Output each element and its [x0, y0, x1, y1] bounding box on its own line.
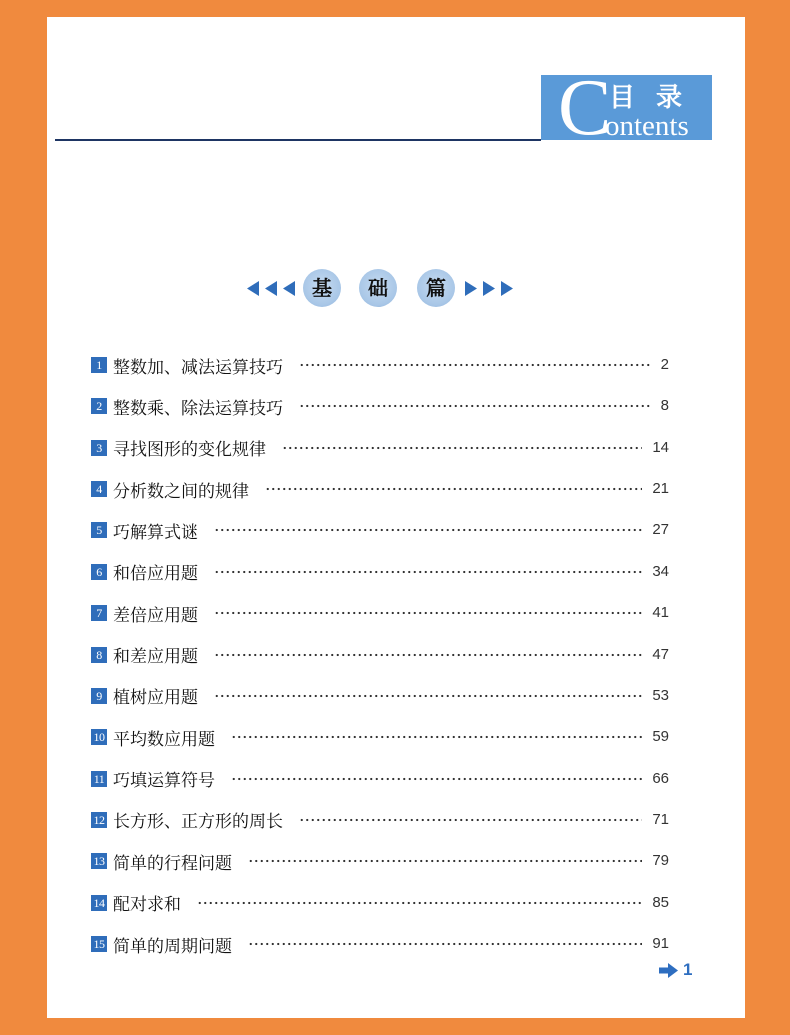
entry-page-number: 21	[652, 480, 669, 498]
toc-entry	[91, 353, 669, 377]
section-char: 基	[312, 276, 332, 300]
toc-entry	[91, 518, 669, 542]
dot-leader	[282, 446, 642, 450]
entry-page-number: 85	[652, 893, 669, 911]
dot-leader	[265, 487, 642, 491]
entry-page-number: 71	[652, 810, 669, 828]
entry-number-badge: 3	[91, 440, 107, 456]
arrow-right-icon	[659, 963, 678, 978]
entry-page-number: 91	[652, 935, 669, 953]
entry-page-number: 47	[652, 645, 669, 663]
entry-title: 差倍应用题	[113, 605, 198, 626]
page	[47, 17, 745, 1018]
entry-number-badge: 11	[91, 771, 107, 787]
entry-number-badge: 2	[91, 398, 107, 414]
entry-number-badge: 9	[91, 688, 107, 704]
entry-page-number: 2	[660, 356, 669, 373]
entry-title: 分析数之间的规律	[113, 481, 249, 502]
entry-number-badge: 4	[91, 481, 107, 497]
triangle-right-icon	[483, 281, 495, 296]
contents-title-en: ontents	[605, 110, 689, 142]
entry-page-number: 41	[652, 604, 669, 622]
dot-leader	[214, 528, 642, 532]
entry-number-badge: 1	[91, 357, 107, 373]
dot-leader	[248, 942, 642, 946]
entry-number-badge: 13	[91, 853, 107, 869]
toc-entry	[91, 891, 669, 915]
dot-leader	[214, 611, 642, 615]
dot-leader	[214, 694, 642, 698]
triangle-left-icon	[265, 281, 277, 296]
entry-page-number: 53	[652, 686, 669, 704]
entry-page-number: 34	[652, 562, 669, 580]
toc-entry	[91, 436, 669, 460]
entry-page-number: 59	[652, 728, 669, 746]
entry-title: 寻找图形的变化规律	[113, 440, 266, 461]
triangle-left-icon	[247, 281, 295, 296]
entry-title: 简单的周期问题	[113, 936, 232, 957]
dot-leader	[231, 735, 642, 739]
toc-entry	[91, 808, 669, 832]
dot-leader	[299, 363, 651, 367]
toc-entry	[91, 601, 669, 625]
entry-title: 和差应用题	[113, 647, 198, 668]
entry-page-number: 66	[652, 769, 669, 787]
section-char-circle	[303, 269, 341, 307]
triangle-right-icon	[501, 281, 513, 296]
entry-title: 配对求和	[113, 895, 181, 916]
entry-title: 巧解算式谜	[113, 522, 198, 543]
dot-leader	[299, 404, 651, 408]
toc-entry	[91, 560, 669, 584]
entry-title: 巧填运算符号	[113, 771, 215, 792]
entry-number-badge: 15	[91, 936, 107, 952]
triangle-right-icon	[465, 281, 513, 296]
entry-page-number: 79	[652, 852, 669, 870]
dot-leader	[248, 859, 642, 863]
toc-entry	[91, 477, 669, 501]
dot-leader	[231, 777, 642, 781]
entry-title: 平均数应用题	[113, 729, 215, 750]
entry-title: 整数乘、除法运算技巧	[113, 398, 283, 419]
dot-leader	[214, 653, 642, 657]
entry-number-badge: 14	[91, 895, 107, 911]
entry-number-badge: 12	[91, 812, 107, 828]
page-footer	[659, 962, 692, 978]
dot-leader	[299, 818, 642, 822]
toc-entry	[91, 932, 669, 956]
entry-title: 植树应用题	[113, 688, 198, 709]
section-char-circle	[417, 269, 455, 307]
triangle-left-icon	[283, 281, 295, 296]
entry-page-number: 14	[652, 438, 669, 456]
section-char-circle	[359, 269, 397, 307]
toc-entry	[91, 643, 669, 667]
entry-number-badge: 7	[91, 605, 107, 621]
contents-title-cn: 目录	[609, 83, 704, 113]
header-rule	[55, 139, 541, 141]
entry-title: 简单的行程问题	[113, 853, 232, 874]
entry-title: 整数加、减法运算技巧	[113, 357, 283, 378]
toc-entry	[91, 849, 669, 873]
section-char: 础	[368, 276, 388, 300]
dot-leader	[214, 570, 642, 574]
triangle-left-icon	[247, 281, 259, 296]
entry-number-badge: 10	[91, 729, 107, 745]
contents-title-box	[541, 64, 712, 152]
entry-title: 长方形、正方形的周长	[113, 812, 283, 833]
entry-number-badge: 5	[91, 522, 107, 538]
page-number: 1	[683, 960, 693, 979]
toc-entry	[91, 394, 669, 418]
toc-list	[91, 353, 669, 973]
entry-page-number: 8	[660, 397, 669, 415]
entry-number-badge: 6	[91, 564, 107, 580]
triangle-right-icon	[465, 281, 477, 296]
contents-big-letter: C	[558, 64, 612, 152]
entry-number-badge: 8	[91, 647, 107, 663]
toc-entry	[91, 725, 669, 749]
toc-entry	[91, 684, 669, 708]
dot-leader	[197, 901, 642, 905]
entry-title: 和倍应用题	[113, 564, 198, 585]
toc-entry	[91, 767, 669, 791]
section-char: 篇	[426, 276, 446, 300]
entry-page-number: 27	[652, 521, 669, 539]
